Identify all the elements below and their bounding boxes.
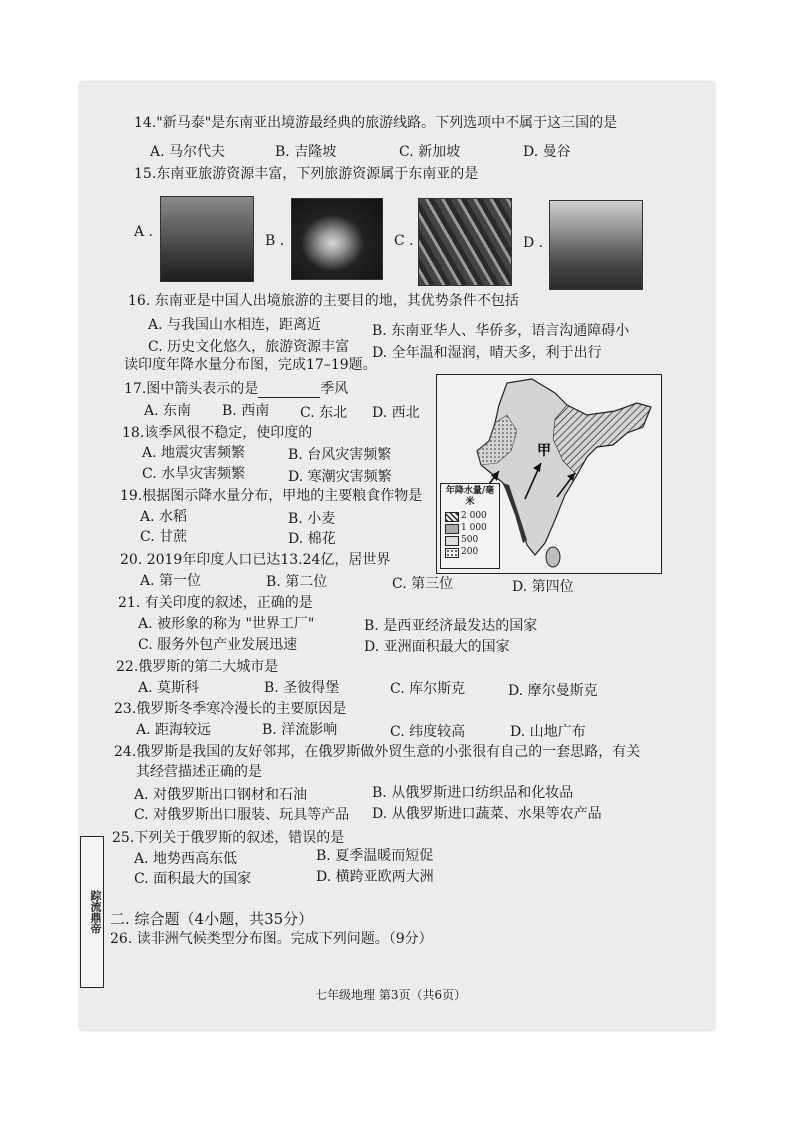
q21-option-b: B. 是西亚经济最发达的国家 xyxy=(364,618,538,634)
q20-option-b: B. 第二位 xyxy=(266,574,328,590)
q23-option-a: A. 距海较远 xyxy=(136,722,212,738)
q25-option-a: A. 地势西高东低 xyxy=(134,851,238,867)
q15-option-a: A . xyxy=(134,224,154,240)
q14-option-c: C. 新加坡 xyxy=(399,144,461,160)
q25-option-d: D. 横跨亚欧两大洲 xyxy=(316,869,434,885)
q15-option-d: D . xyxy=(523,235,544,251)
opera-house-photo xyxy=(291,198,383,280)
q16-option-a: A. 与我国山水相连，距离近 xyxy=(148,317,322,333)
q19-option-d: D. 棉花 xyxy=(288,531,336,547)
label-jia: 甲 xyxy=(537,443,551,459)
q26-stem: 26. 读非洲气候类型分布图。完成下列问题。（9分） xyxy=(110,931,433,947)
intro-17-19: 读印度年降水量分布图，完成17–19题。 xyxy=(124,357,377,373)
q16-stem: 16. 东南亚是中国人出境旅游的主要目的地，其优势条件不包括 xyxy=(128,293,519,309)
q18-option-c: C. 水旱灾害频繁 xyxy=(142,466,246,482)
india-rainfall-map xyxy=(436,374,662,574)
q18-option-a: A. 地震灾害频繁 xyxy=(142,445,246,461)
q23-option-d: D. 山地广布 xyxy=(510,724,586,740)
q22-option-a: A. 莫斯科 xyxy=(138,680,200,696)
q25-option-b: B. 夏季温暖而短促 xyxy=(316,848,434,864)
legend-swatch-1000 xyxy=(445,524,459,534)
q22-option-b: B. 圣彼得堡 xyxy=(264,680,340,696)
q21-stem: 21. 有关印度的叙述，正确的是 xyxy=(118,595,313,611)
q18-stem: 18.该季风很不稳定，使印度的 xyxy=(122,425,313,441)
q16-option-b: B. 东南亚华人、华侨多，语言沟通障碍小 xyxy=(372,323,630,339)
q15-option-c: C . xyxy=(394,233,414,249)
q24-stem-line2: 其经营描述正确的是 xyxy=(136,764,262,780)
q17-option-a: A. 东南 xyxy=(144,403,192,419)
binding-side-box: 踪流鼎帝 xyxy=(80,836,104,988)
q17-stem xyxy=(124,380,348,398)
q23-stem: 23.俄罗斯冬季寒冷漫长的主要原因是 xyxy=(114,701,347,717)
q14-option-b: B. 吉隆坡 xyxy=(275,144,337,160)
q25-stem: 25.下列关于俄罗斯的叙述，错误的是 xyxy=(112,830,345,846)
q15-stem: 15.东南亚旅游资源丰富，下列旅游资源属于东南亚的是 xyxy=(134,166,479,182)
q24-stem-line1: 24.俄罗斯是我国的友好邻邦，在俄罗斯做外贸生意的小张很有自己的一套思路，有关 xyxy=(114,744,641,760)
q22-option-d: D. 摩尔曼斯克 xyxy=(508,683,598,699)
q15-option-b: B . xyxy=(265,233,285,249)
india-outline xyxy=(477,379,651,555)
q19-option-c: C. 甘蔗 xyxy=(140,529,188,545)
q17-stem-pre: 17.图中箭头表示的是 xyxy=(124,381,259,397)
humid-region xyxy=(553,403,651,475)
q24-option-d: D. 从俄罗斯进口蔬菜、水果等农产品 xyxy=(372,806,602,822)
q16-option-d: D. 全年温和湿润，晴天多，利于出行 xyxy=(372,345,602,361)
sri-lanka xyxy=(546,547,560,567)
legend-title: 年降水量/毫米 xyxy=(445,486,495,507)
sphinx-pyramid-photo xyxy=(160,196,254,282)
q25-option-c: C. 面积最大的国家 xyxy=(134,871,252,887)
q24-option-c: C. 对俄罗斯出口服装、玩具等产品 xyxy=(134,807,350,823)
legend-swatch-500 xyxy=(445,536,459,546)
q22-stem: 22.俄罗斯的第二大城市是 xyxy=(116,659,279,675)
q18-option-d: D. 寒潮灾害频繁 xyxy=(288,469,392,485)
page-footer: 七年级地理 第3页（共6页） xyxy=(315,988,467,1002)
q23-option-b: B. 洋流影响 xyxy=(262,722,338,738)
q21-option-d: D. 亚洲面积最大的国家 xyxy=(364,639,510,655)
q21-option-a: A. 被形象的称为 "世界工厂" xyxy=(138,616,315,632)
rainfall-legend xyxy=(440,483,500,569)
q24-option-b: B. 从俄罗斯进口纺织品和化妆品 xyxy=(372,785,574,801)
q14-option-d: D. 曼谷 xyxy=(523,144,571,160)
great-wall-photo xyxy=(549,200,643,290)
q14-stem: 14."新马泰"是东南亚出境游最经典的旅游线路。下列选项中不属于这三国的是 xyxy=(134,115,618,131)
q19-option-a: A. 水稻 xyxy=(140,509,188,525)
q17-stem-post: 季风 xyxy=(320,381,349,397)
q17-option-c: C. 东北 xyxy=(300,405,348,421)
legend-swatch-200 xyxy=(445,548,459,558)
q14-option-a: A. 马尔代夫 xyxy=(150,144,226,160)
q21-option-c: C. 服务外包产业发展迅速 xyxy=(138,637,298,653)
q17-option-d: D. 西北 xyxy=(372,405,420,421)
q18-option-b: B. 台风灾害频繁 xyxy=(288,447,392,463)
q17-option-b: B. 西南 xyxy=(222,403,270,419)
q20-option-d: D. 第四位 xyxy=(512,579,574,595)
q20-option-a: A. 第一位 xyxy=(140,573,202,589)
q23-option-c: C. 纬度较高 xyxy=(390,724,466,740)
legend-label-2000: 2 000 xyxy=(461,511,487,521)
q20-stem: 20. 2019年印度人口已达13.24亿，居世界 xyxy=(120,552,391,568)
legend-label-200: 200 xyxy=(461,547,479,557)
q19-option-b: B. 小麦 xyxy=(288,511,336,527)
legend-label-500: 500 xyxy=(461,535,479,545)
q24-option-a: A. 对俄罗斯出口钢材和石油 xyxy=(134,787,308,803)
legend-label-1000: 1 000 xyxy=(461,523,487,533)
q19-stem: 19.根据图示降水量分布，甲地的主要粮食作物是 xyxy=(120,488,423,504)
q20-option-c: C. 第三位 xyxy=(392,576,454,592)
section-2-title: 二. 综合题（4小题，共35分） xyxy=(110,910,314,928)
q22-option-c: C. 库尔斯克 xyxy=(390,681,466,697)
q16-option-c: C. 历史文化悠久，旅游资源丰富 xyxy=(148,339,350,355)
legend-swatch-2000 xyxy=(445,512,459,522)
q17-blank xyxy=(258,383,320,398)
floating-market-photo xyxy=(418,198,512,286)
